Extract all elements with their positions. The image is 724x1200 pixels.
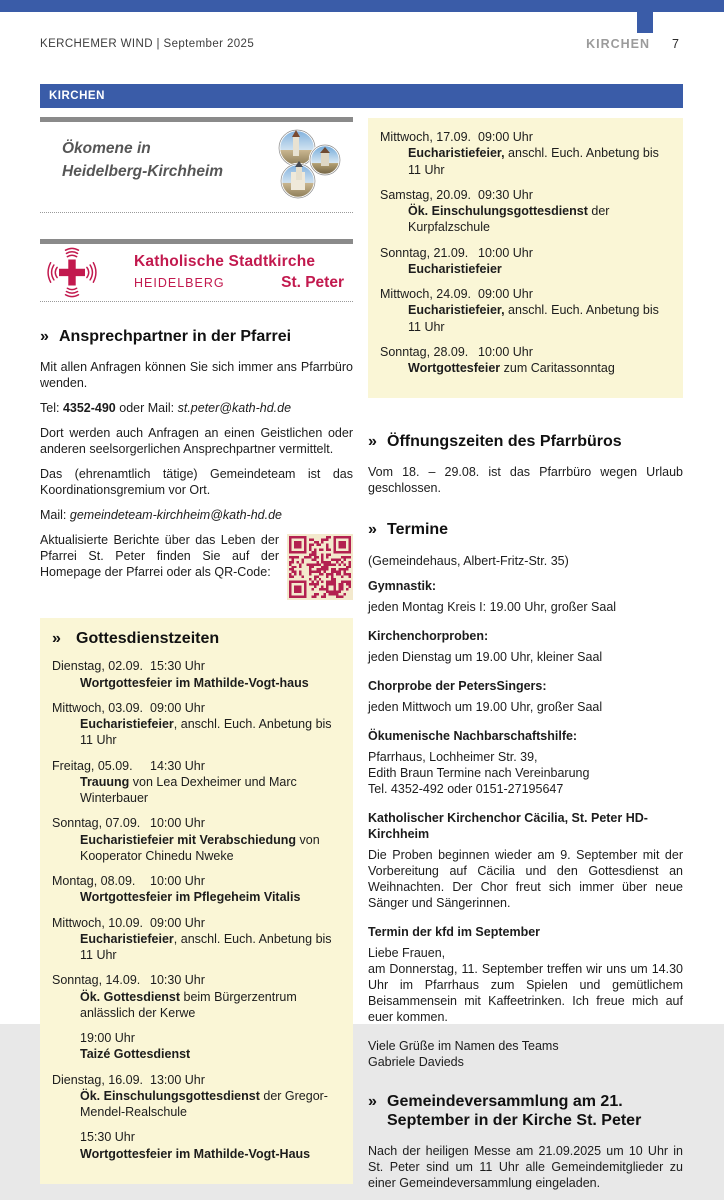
running-head-section: KIRCHEN [586,37,651,51]
schedule-date: Montag, 08.09. [52,874,136,889]
schedule-description [52,1146,341,1162]
schedule-entry [52,1129,341,1162]
schedule-date: Sonntag, 21.09. [380,245,469,260]
schedule-time: 10:00 Uhr [478,245,533,260]
qr-paragraph: Aktualisierte Berichte über das Leben der Pfarrei St. Peter finden Sie auf der Homepage der Pfarrei oder als QR-Code: [40,532,353,602]
schedule-time: 10:00 Uhr [150,874,205,889]
schedule-time: 09:00 Uhr [150,915,205,930]
schedule-datetime [380,344,671,360]
schedule-desc-segment: anschl. Euch. Anbetung bis 11 Uhr [408,146,659,177]
termine-item-line: am Donnerstag, 11. September treffen wir uns um 14.30 Uhr im Pfarrhaus zum Spielen und gemütlichem Beisammensein mit Kaffeetrinken. Ich freue mich auf euer kommen. [368,961,683,1024]
schedule-datetime [52,873,341,889]
schedule-time: 09:00 Uhr [478,130,533,144]
termine-item [368,628,683,665]
schedule-desc-segment: anschl. Euch. Anbetung bis 11 Uhr [408,303,659,334]
schedule-datetime [52,815,341,831]
schedule-entry [52,758,341,807]
schedule-entry [52,700,341,749]
termine-item-title: Chorprobe der PetersSingers: [368,678,547,693]
termine-item [368,924,683,1025]
ekumene-title: Ökomene in Heidelberg-Kirchheim [62,140,224,181]
ansprechpartner-body [40,359,353,602]
schedule-desc-segment: Ök. Einschulungsgottesdienst [408,204,588,218]
schedule-description [52,1046,341,1062]
schedule-desc-segment: von Lea Dexheimer und Marc Winterbauer [80,774,297,806]
schedule-desc-segment: , anschl. Euch. Anbetung bis 11 Uhr [80,931,332,963]
stadtkirche-wordmark: Katholische Stadtkirche HEIDELBERG St. Peter [134,253,344,291]
email-address: st.peter@kath-hd.de [177,401,292,416]
termine-item-title: Ökumenische Nachbarschaftshilfe: [368,728,578,743]
termine-item-line: Tel. 4352-492 oder 0151-27195647 [368,781,564,796]
top-accent-bar [0,0,724,12]
schedule-description [52,989,341,1022]
schedule-continuation-box [368,118,683,398]
schedule-description [52,931,341,964]
schedule-time: 15:30 Uhr [80,1130,135,1145]
stadtkirche-city: HEIDELBERG [134,276,225,290]
oeffnungszeiten-body: Vom 18. – 29.08. ist das Pfarrbüro wegen Urlaub geschlossen. [368,465,683,496]
schedule-desc-segment: Ök. Einschulungsgottesdienst [80,1088,260,1103]
schedule-date: Sonntag, 07.09. [52,816,141,831]
termine-item-title: Kirchenchorproben: [368,628,489,643]
schedule-date: Mittwoch, 17.09. [380,130,472,144]
heading-ansprechpartner: » Ansprechpartner in der Pfarrei [40,328,292,345]
schedule-entry [380,286,671,335]
schedule-desc-segment: , anschl. Euch. Anbetung bis 11 Uhr [80,717,332,748]
schedule-entry [52,915,341,964]
schedule-date: Dienstag, 02.09. [52,659,144,674]
journal-title: KERCHEMER WIND | September 2025 [40,38,255,50]
paragraph: Dort werden auch Anfragen an einen Geistlichen oder anderen seelsorgerlichen Ansprechpartner vermittelt. [40,426,353,457]
schedule-datetime [380,245,671,261]
schedule-date: Mittwoch, 24.09. [380,287,472,301]
schedule-entry [52,815,341,864]
termine-item-title: Gymnastik: [368,578,437,593]
gemeindeversammlung-body: Nach der heiligen Messe am 21.09.2025 um 10 Uhr in St. Peter sind um 11 Uhr alle Gemeindemitglieder zu einer Gemeindeversammlung eingeladen. [368,1144,683,1190]
top-accent-tab [637,12,653,33]
schedule-datetime [52,972,341,988]
schedule-description [52,774,341,807]
schedule-description [380,360,671,376]
heading-gottesdienstzeiten: » Gottesdienstzeiten [52,630,220,648]
schedule-datetime [52,1129,341,1145]
termine-item [368,728,683,797]
schedule-desc-segment: von Kooperator Chinedu Nweke [80,832,320,863]
schedule-list-right [380,129,671,376]
termine-item-line: jeden Dienstag um 19.00 Uhr, kleiner Saal [368,649,603,664]
email-address: gemeindeteam-kirchheim@kath-hd.de [69,508,282,523]
schedule-datetime [52,658,341,674]
schedule-desc-segment: Eucharistiefeier, [408,303,505,318]
schedule-datetime [52,1072,341,1088]
red-cross-soundwaves-icon [44,246,100,298]
schedule-list-left [52,658,341,1162]
section-title-bar [40,84,683,108]
schedule-datetime [52,1030,341,1046]
schedule-desc-segment: Wortgottesfeier im Mathilde-Vogt-Haus [80,1146,311,1161]
schedule-desc-segment: der Kurpfalzschule [408,204,610,235]
termine-item [368,678,683,715]
schedule-time: 09:30 Uhr [478,187,533,202]
schedule-desc-segment: der Gregor-Mendel-Realschule [80,1088,328,1120]
termine-item-line: Die Proben beginnen wieder am 9. September mit der Vorbereitung auf Cäcilia und den Gottesdienst an Weihnachten. Der Chor freut sich immer über neue Sänger und Sängerinnen. [368,847,683,910]
paragraph: Das (ehrenamtlich tätige) Gemeindeteam ist das Koordinationsgremium vor Ort. [40,467,353,498]
schedule-entry [52,873,341,906]
termine-item [368,810,683,911]
schedule-desc-segment: Wortgottesfeier im Pflegeheim Vitalis [80,890,301,905]
schedule-desc-segment: Wortgottesfeier [408,361,501,375]
schedule-entry [52,1072,341,1121]
schedule-time: 09:00 Uhr [478,287,533,301]
schedule-description [380,145,671,178]
termine-item-line: Edith Braun Termine nach Vereinbarung [368,765,590,780]
right-column [368,118,683,1200]
schedule-desc-segment: Wortgottesfeier im Mathilde-Vogt-haus [80,675,309,690]
schedule-date: Mittwoch, 03.09. [52,700,144,715]
schedule-time: 15:30 Uhr [150,659,205,674]
gottesdienstzeiten-box [40,618,353,1184]
schedule-desc-segment: Eucharistiefeier mit Verabschiedung [80,832,297,847]
schedule-time: 10:00 Uhr [478,344,533,359]
termine-item-line: jeden Mittwoch um 19.00 Uhr, großer Saal [368,699,603,714]
termine-item-line: Liebe Frauen, [368,945,446,960]
schedule-description [380,261,671,277]
schedule-time: 14:30 Uhr [150,758,205,773]
schedule-desc-segment: beim Bürgerzentrum anlässlich der Kerwe [80,989,297,1020]
schedule-datetime [380,187,671,203]
schedule-time: 09:00 Uhr [150,700,205,715]
schedule-entry [52,1030,341,1063]
termine-item-title: Termin der kfd im September [368,924,541,939]
schedule-time: 13:00 Uhr [150,1072,205,1087]
schedule-date: Sonntag, 28.09. [380,344,469,359]
ekumene-banner [40,117,353,213]
schedule-desc-segment: Eucharistiefeier [80,717,174,732]
schedule-desc-segment: Taizé Gottesdienst [80,1047,191,1062]
schedule-entry [52,658,341,691]
schedule-time: 19:00 Uhr [80,1031,135,1046]
schedule-entry [380,245,671,278]
termine-item-line: Pfarrhaus, Lochheimer Str. 39, [368,749,538,764]
termine-item-line: jeden Montag Kreis I: 19.00 Uhr, großer Saal [368,599,617,614]
schedule-time: 10:00 Uhr [150,816,205,831]
schedule-datetime [380,286,671,302]
schedule-description [52,1088,341,1121]
schedule-description [52,889,341,905]
termine-item [368,578,683,615]
schedule-datetime [52,758,341,774]
schedule-datetime [380,129,671,145]
running-head [586,37,680,51]
schedule-description [380,302,671,335]
contact-line: Mail: gemeindeteam-kirchheim@kath-hd.de [40,508,282,523]
contact-line: Tel: 4352-490 oder Mail: st.peter@kath-hd.de [40,401,292,416]
schedule-entry [380,129,671,178]
schedule-desc-segment: Eucharistiefeier [80,931,174,946]
heading-oeffnungszeiten: » Öffnungszeiten des Pfarrbüros [368,433,622,451]
schedule-datetime [52,915,341,931]
paragraph: Mit allen Anfragen können Sie sich immer ans Pfarrbüro wenden. [40,360,353,391]
schedule-date: Sonntag, 14.09. [52,973,141,988]
schedule-desc-segment: Eucharistiefeier, [408,146,505,161]
stadtkirche-parish: St. Peter [281,274,344,291]
schedule-desc-segment: zum Caritassonntag [500,361,615,375]
schedule-entry [52,972,341,1021]
page-number: 7 [672,37,680,51]
termine-item-title: Katholischer Kirchenchor Cäcilia, St. Peter HD-Kirchheim [368,810,648,841]
left-column [40,117,353,1184]
schedule-date: Mittwoch, 10.09. [52,915,144,930]
schedule-description [52,716,341,749]
schedule-date: Samstag, 20.09. [380,187,472,202]
phone-number: 4352-490 [62,401,116,416]
schedule-datetime [52,700,341,716]
heading-gemeindeversammlung: » Gemeindeversammlung am 21. September in der Kirche St. Peter [368,1092,642,1129]
termine-location: (Gemeindehaus, Albert-Fritz-Str. 35) [368,553,569,568]
schedule-time: 10:30 Uhr [150,973,205,988]
heading-termine: » Termine [368,521,449,539]
schedule-desc-segment: Ök. Gottesdienst [80,989,181,1004]
schedule-desc-segment: Trauung [80,774,130,789]
schedule-date: Freitag, 05.09. [52,758,133,773]
qr-code [287,534,353,600]
schedule-entry [380,187,671,236]
schedule-entry [380,344,671,377]
church-photos-icon [267,126,349,206]
schedule-date: Dienstag, 16.09. [52,1072,144,1087]
section-title: KIRCHEN [49,90,105,102]
schedule-description [380,203,671,236]
termine-list [368,578,683,1025]
schedule-description [52,832,341,865]
schedule-desc-segment: Eucharistiefeier [408,261,502,276]
signature: Viele Grüße im Namen des Teams Gabriele Davieds [368,1038,559,1069]
stadtkirche-banner [40,239,353,302]
schedule-description [52,675,341,691]
